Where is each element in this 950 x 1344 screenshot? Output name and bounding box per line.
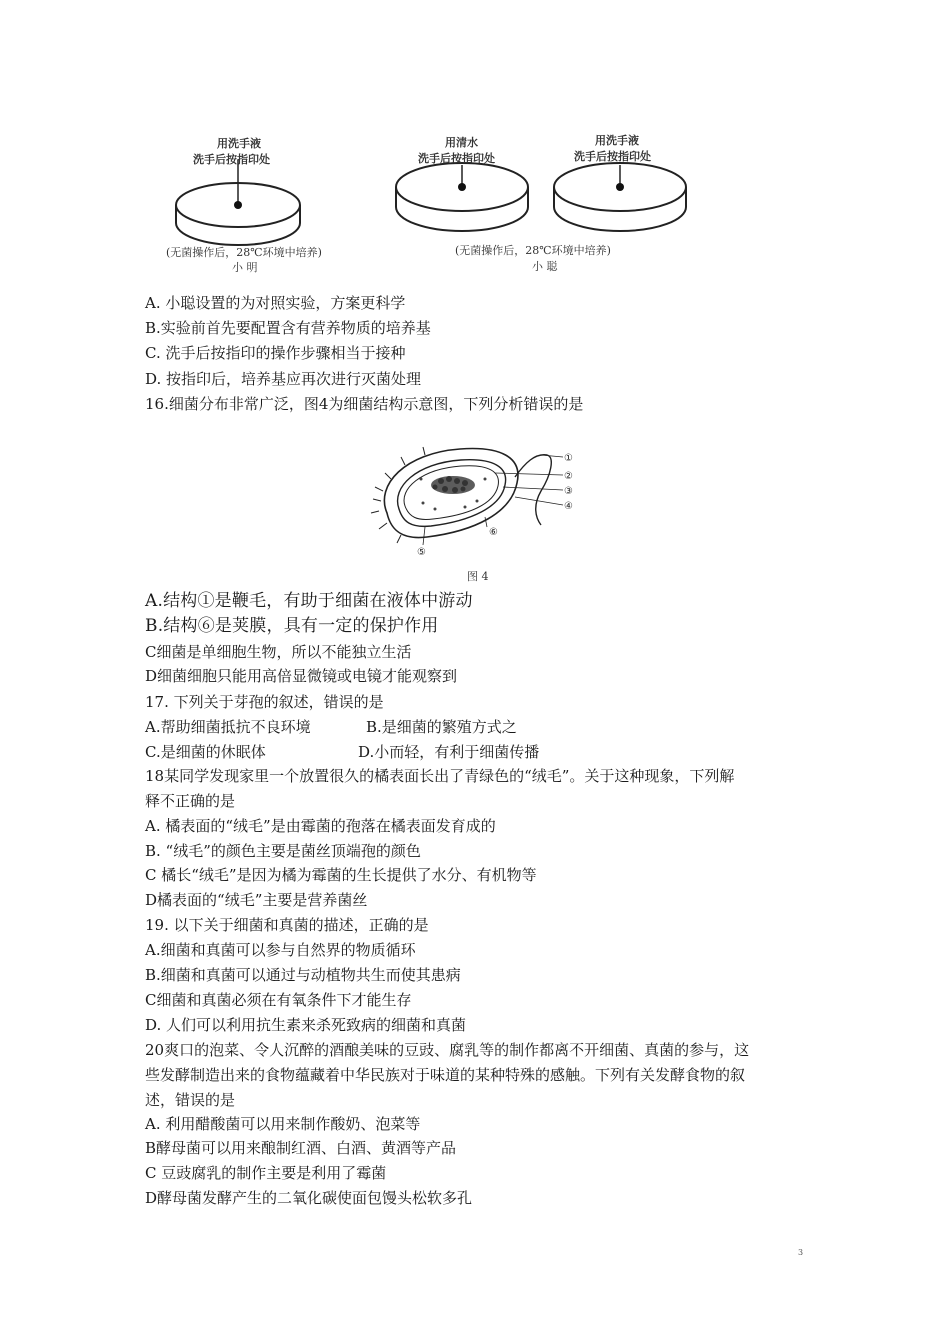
xiaocong-dish1-label-1: 用清水 xyxy=(445,136,478,149)
q15-option-c: C. 洗手后按指印的操作步骤相当于接种 xyxy=(145,344,406,362)
q20-option-b: B酵母菌可以用来酿制红酒、白酒、黄酒等产品 xyxy=(145,1139,457,1157)
xiaocong-name: 小 聪 xyxy=(532,260,558,273)
q16-option-a: A.结构①是鞭毛，有助于细菌在液体中游动 xyxy=(145,591,473,611)
q20-stem-line2: 些发酵制造出来的食物蕴藏着中华民族对于味道的某种特殊的感触。下列有关发酵食物的叙 xyxy=(145,1066,746,1084)
bacteria-structure-diagram xyxy=(365,435,580,560)
q15-option-a: A. 小聪设置的为对照实验，方案更科学 xyxy=(145,294,406,312)
xiaoming-note: (无菌操作后，28℃环境中培养) xyxy=(166,246,322,259)
xiaocong-dish1-label-2: 洗手后按指印处 xyxy=(418,152,495,165)
q17-option-b: B.是细菌的繁殖方式之 xyxy=(366,718,517,736)
q19-option-c: C细菌和真菌必须在有氧条件下才能生存 xyxy=(145,991,412,1009)
q19-option-a: A.细菌和真菌可以参与自然界的物质循环 xyxy=(145,941,416,959)
xiaocong-note: (无菌操作后，28℃环境中培养) xyxy=(455,244,611,257)
xiaoming-name: 小 明 xyxy=(232,261,258,274)
q15-option-d: D. 按指印后，培养基应再次进行灭菌处理 xyxy=(145,370,422,388)
q20-option-d: D酵母菌发酵产生的二氧化碳使面包馒头松软多孔 xyxy=(145,1189,473,1207)
q18-option-b: B. “绒毛”的颜色主要是菌丝顶端孢的颜色 xyxy=(145,842,421,860)
label-6: ⑥ xyxy=(489,527,498,538)
q19-stem: 19. 以下关于细菌和真菌的描述，正确的是 xyxy=(145,916,429,934)
page-number: 3 xyxy=(798,1248,804,1257)
label-4: ④ xyxy=(564,501,573,512)
label-2: ② xyxy=(564,471,573,482)
fingerprint-dot xyxy=(234,201,242,209)
q19-option-d: D. 人们可以利用抗生素来杀死致病的细菌和真菌 xyxy=(145,1016,467,1034)
q18-option-d: D橘表面的“绒毛”主要是营养菌丝 xyxy=(145,891,368,909)
q15-option-b: B.实验前首先要配置含有营养物质的培养基 xyxy=(145,319,431,337)
label-5: ⑤ xyxy=(417,547,426,558)
q18-stem-line1: 18某同学发现家里一个放置很久的橘表面长出了青绿色的“绒毛”。关于这种现象，下列解 xyxy=(145,767,735,785)
q17-option-a: A.帮助细菌抵抗不良环境 xyxy=(145,718,311,736)
q20-option-c: C 豆豉腐乳的制作主要是利用了霉菌 xyxy=(145,1164,387,1182)
xiaoming-dish-label-2: 洗手后按指印处 xyxy=(193,153,270,166)
q17-option-d: D.小而轻，有利于细菌传播 xyxy=(358,743,540,761)
figure-4-caption: 图 4 xyxy=(467,570,489,583)
q18-option-a: A. 橘表面的“绒毛”是由霉菌的孢落在橘表面发育成的 xyxy=(145,817,496,835)
fingerprint-dot xyxy=(458,183,466,191)
q20-option-a: A. 利用醋酸菌可以用来制作酸奶、泡菜等 xyxy=(145,1115,421,1133)
q16-option-d: D细菌细胞只能用高倍显微镜或电镜才能观察到 xyxy=(145,667,458,685)
fingerprint-dot xyxy=(616,183,624,191)
q18-option-c: C 橘长“绒毛”是因为橘为霉菌的生长提供了水分、有机物等 xyxy=(145,866,537,884)
xiaocong-dish2-label-2: 洗手后按指印处 xyxy=(574,150,651,163)
xiaoming-dish-label-1: 用洗手液 xyxy=(217,137,261,150)
q19-option-b: B.细菌和真菌可以通过与动植物共生而使其患病 xyxy=(145,966,461,984)
label-3: ③ xyxy=(564,486,573,497)
q17-option-c: C.是细菌的休眠体 xyxy=(145,743,266,761)
q20-stem-line3: 述，错误的是 xyxy=(145,1091,236,1109)
label-1: ① xyxy=(564,453,573,464)
q20-stem-line1: 20爽口的泡菜、令人沉醉的酒酿美味的豆豉、腐乳等的制作都离不开细菌、真菌的参与，这 xyxy=(145,1041,750,1059)
q17-stem: 17. 下列关于芽孢的叙述，错误的是 xyxy=(145,693,384,711)
q16-stem: 16.细菌分布非常广泛，图4为细菌结构示意图，下列分析错误的是 xyxy=(145,395,584,413)
xiaocong-dish2-label-1: 用洗手液 xyxy=(595,134,639,147)
q16-option-c: C细菌是单细胞生物，所以不能独立生活 xyxy=(145,643,412,661)
q18-stem-line2: 释不正确的是 xyxy=(145,792,236,810)
q16-option-b: B.结构⑥是荚膜，具有一定的保护作用 xyxy=(145,616,439,636)
